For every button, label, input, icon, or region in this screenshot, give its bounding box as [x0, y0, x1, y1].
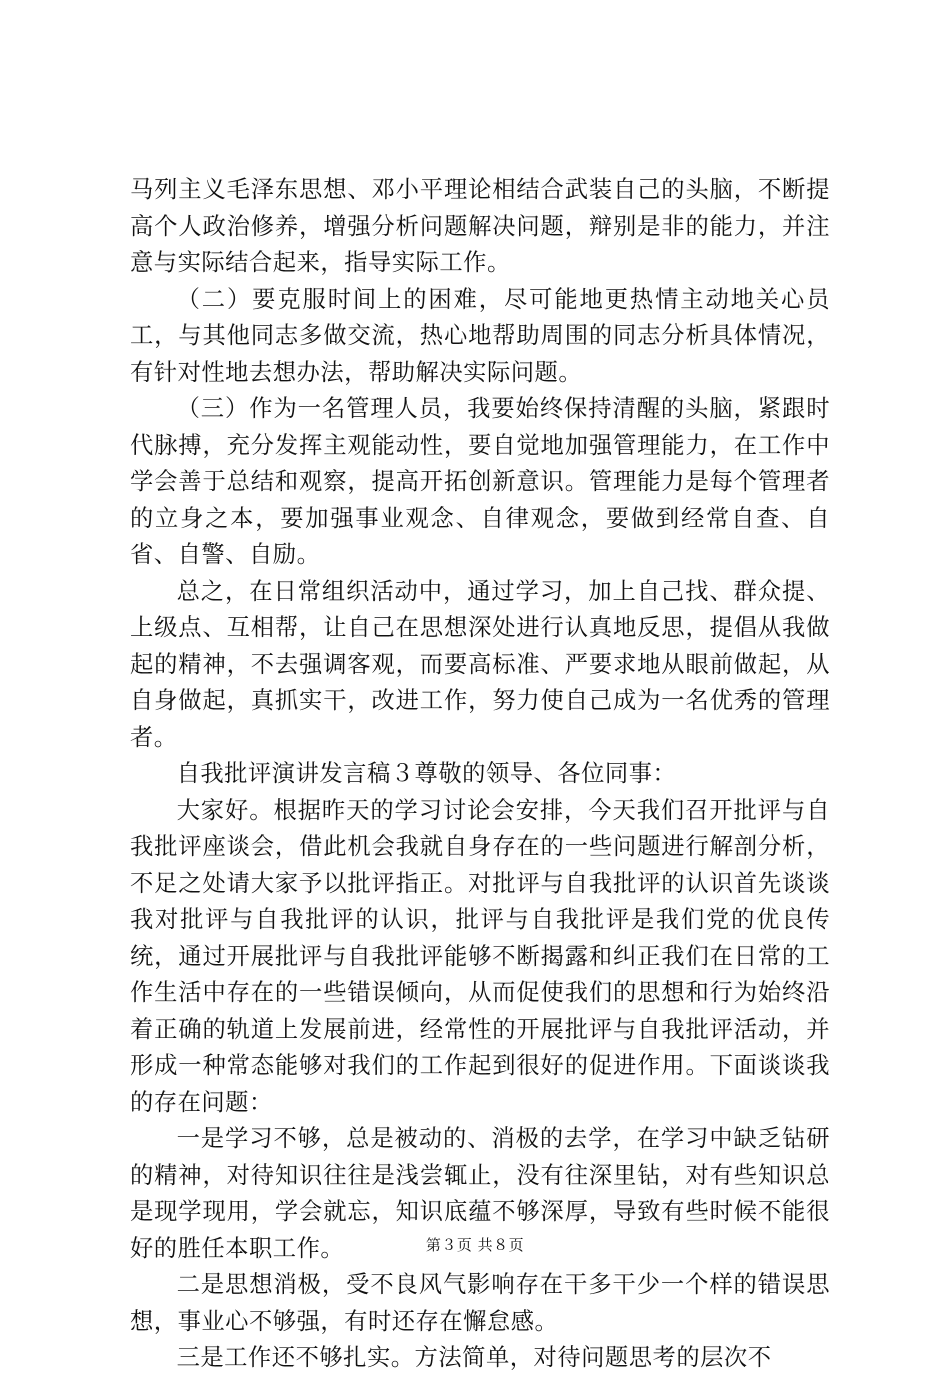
paragraph-issue-two: 二是思想消极，受不良风气影响存在干多干少一个样的错误思想，事业心不够强，有时还存在懈怠感。	[130, 1271, 830, 1335]
paragraph-point-two: （二）要克服时间上的困难，尽可能地更热情主动地关心员工，与其他同志多做交流，热心地帮助周围的同志分析具体情况，有针对性地去想办法，帮助解决实际问题。	[130, 285, 830, 386]
paragraph-greeting: 大家好。根据昨天的学习讨论会安排，今天我们召开批评与自我批评座谈会，借此机会我就自身存在的一些问题进行解剖分析，不足之处请大家予以批评指正。对批评与自我批评的认识首先谈谈我对批评与自我批评的认识，批评与自我批评是我们党的优良传统，通过开展批评与自我批评能够不断揭露和纠正我们在日常的工作生活中存在的一些错误倾向，从而促使我们的思想和行为始终沿着正确的轨道上发展前进，经常性的开展批评与自我批评活动，并形成一种常态能够对我们的工作起到很好的促进作用。下面谈谈我的存在问题：	[130, 796, 830, 1116]
paragraph-continuation: 马列主义毛泽东思想、邓小平理论相结合武装自己的头脑，不断提高个人政治修养，增强分析问题解决问题，辩别是非的能力，并注意与实际结合起来，指导实际工作。	[130, 176, 830, 276]
paragraph-point-three: （三）作为一名管理人员，我要始终保持清醒的头脑，紧跟时代脉搏，充分发挥主观能动性，要自觉地加强管理能力，在工作中学会善于总结和观察，提高开拓创新意识。管理能力是每个管理者的立身之本，要加强事业观念、自律观念，要做到经常自查、自省、自警、自励。	[130, 395, 830, 568]
paragraph-summary: 总之，在日常组织活动中，通过学习，加上自己找、群众提、上级点、互相帮，让自己在思想深处进行认真地反思，提倡从我做起的精神，不去强调客观，而要高标准、严要求地从眼前做起，从自身做起，真抓实干，改进工作，努力使自己成为一名优秀的管理者。	[130, 577, 830, 751]
paragraph-section-heading: 自我批评演讲发言稿３尊敬的领导、各位同事：	[176, 760, 677, 787]
paragraph-issue-three: 三是工作还不够扎实。方法简单，对待问题思考的层次不	[176, 1344, 772, 1371]
document-body	[130, 172, 830, 1377]
page-number-footer: 第３页 共８页	[425, 1236, 525, 1254]
paragraph-issue-one: 一是学习不够，总是被动的、消极的去学，在学习中缺乏钻研的精神，对待知识往往是浅尝辄止，没有往深里钻，对有些知识总是现学现用，学会就忘，知识底蕴不够深厚，导致有些时候不能很好的胜任本职工作。	[130, 1125, 830, 1262]
